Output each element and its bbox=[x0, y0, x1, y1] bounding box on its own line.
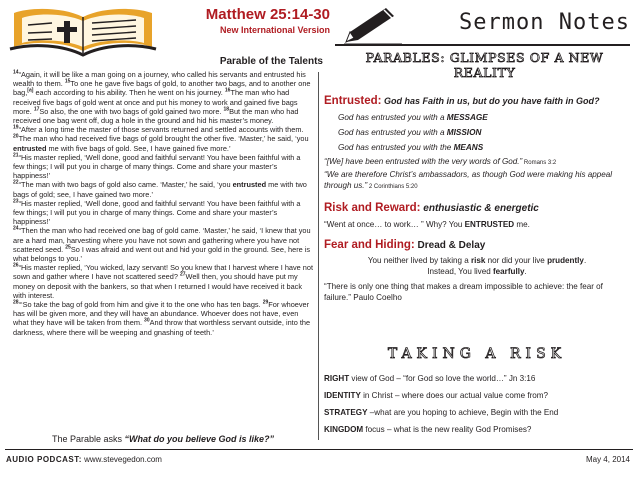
point-kingdom bbox=[324, 424, 630, 435]
fear-key: risk bbox=[471, 256, 486, 265]
quote-reference: 2 Corinthians 5:20 bbox=[367, 184, 418, 190]
quote-text: “[We] have been entrusted with the very words of God.” bbox=[324, 157, 523, 166]
corinthians-quote bbox=[324, 169, 630, 193]
verse-text: “The man with two bags of gold also came. ‘Master,’ he said, ‘you bbox=[18, 180, 233, 190]
open-bible-icon bbox=[8, 3, 158, 59]
footer-podcast bbox=[6, 455, 162, 464]
verse-text: Well then, you should have put my money on deposit with the bankers, so that when I returned I would have received it back with interest. bbox=[13, 272, 303, 300]
point-key: STRATEGY bbox=[324, 408, 368, 417]
verse-number: 23 bbox=[13, 198, 19, 205]
entrusted-heading bbox=[324, 94, 630, 108]
verse-number: 21 bbox=[13, 152, 19, 159]
verse-paragraph bbox=[13, 300, 313, 337]
point-identity bbox=[324, 390, 630, 401]
entrusted-line-text: God has entrusted you with a bbox=[338, 113, 447, 122]
question-quote: “What do you believe God is like?” bbox=[124, 434, 275, 444]
footer-divider bbox=[5, 449, 633, 450]
verse-number: 25 bbox=[65, 244, 71, 251]
series-title: PARABLES: GLIMPSES OF A NEW REALITY bbox=[365, 50, 604, 80]
point-text: view of God – “for God so love the world…” Jn 3:16 bbox=[349, 374, 536, 383]
verse-number: 29 bbox=[262, 299, 269, 306]
fear-key: fearfully bbox=[492, 267, 525, 276]
parable-question bbox=[13, 434, 313, 444]
verse-text: So also, the one with two bags of gold gained two more. bbox=[39, 106, 222, 116]
point-key: KINGDOM bbox=[324, 425, 364, 434]
fear-line-text: You neither lived by taking a bbox=[367, 256, 472, 265]
verse-text: But the man who had received one bag went off, dug a hole in the ground and hid his master’s money. bbox=[13, 106, 299, 126]
sermon-notes-title: Sermon Notes bbox=[459, 10, 630, 35]
verse-text: The man who had received five bags of gold went at once and put his money to work and gained five bags more. bbox=[13, 88, 298, 116]
fear-subtitle: Dread & Delay bbox=[414, 240, 486, 251]
entrusted-key: MISSION bbox=[446, 128, 482, 137]
verse-text: For whoever has will be given more, and they will have an abundance. Whoever does not have, even what they have will be taken from them. bbox=[13, 300, 310, 328]
verse-paragraph bbox=[13, 125, 313, 153]
risk-line-text: me. bbox=[514, 220, 530, 229]
scripture-text bbox=[13, 70, 313, 337]
bible-version: New International Version bbox=[219, 25, 330, 35]
verse-text: So I was afraid and went out and hid your gold in the ground. See, here is what belongs to you.’ bbox=[13, 244, 311, 264]
quote-reference: Romans 3:2 bbox=[522, 160, 557, 166]
verse-number: 14 bbox=[13, 69, 19, 76]
romans-quote bbox=[324, 156, 630, 169]
footnote-link[interactable]: [a] bbox=[27, 87, 34, 94]
fear-line bbox=[324, 255, 630, 266]
entrusted-line-text: God has entrusted you with a bbox=[338, 128, 447, 137]
verse-paragraph bbox=[13, 226, 313, 263]
verse-number: 20 bbox=[13, 133, 19, 140]
verse-text: “Then the man who had received one bag of gold came. ‘Master,’ he said, ‘I knew that you are a hard man, harvesting where you have not sown and gathering where you have not scattered seed. bbox=[13, 226, 311, 254]
verse-text: me with two bags of gold; see, I have gained two more.’ bbox=[13, 180, 307, 199]
verse-paragraph bbox=[13, 199, 313, 227]
quote-text: “We are therefore Christ’s ambassadors, as though God were making his appeal through us.” bbox=[324, 170, 613, 190]
fear-line-text: . bbox=[583, 256, 587, 265]
verse-paragraph bbox=[13, 180, 313, 198]
point-text: focus – what is the new reality God Promises? bbox=[363, 425, 532, 434]
entrusted-line bbox=[324, 112, 630, 123]
verse-text: And throw that worthless servant outside, into the darkness, where there will be weeping and gnashing of teeth.’ bbox=[13, 318, 311, 337]
verse-number: 22 bbox=[13, 180, 19, 186]
fear-line-text: nor did your live bbox=[485, 256, 548, 265]
footer-date: May 4, 2014 bbox=[585, 455, 630, 464]
podcast-label: AUDIO PODCAST: bbox=[6, 455, 82, 464]
taking-risk-points bbox=[324, 373, 630, 441]
risk-heading bbox=[324, 201, 630, 216]
highlighted-word: entrusted bbox=[232, 180, 267, 190]
verse-text: “His master replied, ‘Well done, good and faithful servant! You have been faithful with a few things; I will put you in charge of many things. Come and share your master’s happiness!’ bbox=[13, 152, 301, 181]
fear-line bbox=[324, 266, 630, 277]
verse-number: 17 bbox=[33, 106, 40, 113]
verse-number: 19 bbox=[13, 124, 19, 131]
verse-text: me with five bags of gold. See, I have gained five more.’ bbox=[46, 143, 231, 153]
verse-text: “His master replied, ‘You wicked, lazy servant! So you knew that I harvest where I have not sown and gather where I have not scattered seed? bbox=[13, 263, 313, 282]
scripture-reference: Matthew 25:14-30 bbox=[205, 6, 330, 23]
sermon-notes-body bbox=[324, 94, 630, 303]
verse-number: 16 bbox=[224, 87, 231, 94]
scripture-reference-block bbox=[160, 6, 330, 35]
passage-title: Parable of the Talents bbox=[219, 56, 323, 67]
question-lead: The Parable asks bbox=[51, 434, 125, 444]
point-text: –what are you hoping to achieve, Begin with the End bbox=[367, 408, 559, 417]
risk-line-text: “Went at once… to work… ” Why? You bbox=[324, 220, 465, 229]
verse-number: 28 bbox=[13, 299, 19, 306]
verse-text: “Again, it will be like a man going on a journey, who called his servants and entrusted his wealth to them. bbox=[13, 70, 306, 89]
verse-number: 24 bbox=[13, 226, 19, 233]
verse-paragraph bbox=[13, 70, 313, 125]
risk-subtitle: enthusiastic & energetic bbox=[420, 203, 539, 214]
entrusted-key: MEANS bbox=[453, 143, 484, 152]
entrusted-key: MESSAGE bbox=[446, 113, 488, 122]
fear-key: prudently bbox=[547, 256, 584, 265]
point-key: IDENTITY bbox=[324, 391, 361, 400]
verse-number: 27 bbox=[179, 272, 186, 279]
verse-text: “After a long time the master of those servants returned and settled accounts with them. bbox=[18, 125, 304, 135]
entrusted-line-text: God has entrusted you with the bbox=[338, 143, 454, 152]
column-divider bbox=[318, 72, 319, 440]
verse-number: 30 bbox=[144, 318, 150, 325]
header-divider bbox=[335, 44, 630, 46]
verse-number: 26 bbox=[13, 262, 19, 269]
taking-risk-title: TAKING A RISK bbox=[387, 346, 567, 362]
verse-text: “‘So take the bag of gold from him and give it to the one who has ten bags. bbox=[18, 300, 261, 310]
verse-paragraph bbox=[13, 263, 313, 300]
verse-text: The man who had received five bags of gold brought the other five. ‘Master,’ he said, ‘you bbox=[18, 134, 309, 144]
coelho-quote: “There is only one thing that makes a dream impossible to achieve: the fear of failure.” Paulo Coelho bbox=[324, 282, 603, 302]
risk-key: ENTRUSTED bbox=[464, 220, 515, 229]
verse-number: 18 bbox=[223, 106, 230, 113]
verse-paragraph bbox=[13, 153, 313, 181]
fear-line-text: Instead, You lived bbox=[427, 267, 493, 276]
verse-text: each according to his ability. Then he went on his journey. bbox=[33, 88, 223, 98]
entrusted-subtitle: God has Faith in us, but do you have faith in God? bbox=[381, 96, 600, 106]
highlighted-word: entrusted bbox=[13, 143, 47, 153]
entrusted-line bbox=[324, 127, 630, 138]
fear-heading bbox=[324, 238, 630, 253]
entrusted-title: Entrusted: bbox=[324, 95, 382, 107]
risk-title: Risk and Reward: bbox=[324, 202, 421, 214]
podcast-url[interactable]: www.stevegedon.com bbox=[81, 455, 162, 464]
verse-number: 15 bbox=[64, 78, 71, 85]
risk-line bbox=[324, 219, 630, 230]
fear-title: Fear and Hiding: bbox=[324, 239, 415, 251]
point-right bbox=[324, 373, 630, 384]
verse-text: “His master replied, ‘Well done, good and faithful servant! You have been faithful with a few things; I will put you in charge of many things. Come and share your master’s happiness!’ bbox=[13, 198, 301, 227]
entrusted-line bbox=[324, 142, 630, 153]
verse-text: To one he gave five bags of gold, to another two bags, and to another one bag, bbox=[13, 79, 311, 98]
fear-line-text: . bbox=[524, 267, 527, 276]
point-key: RIGHT bbox=[324, 374, 350, 383]
point-strategy bbox=[324, 407, 630, 418]
point-text: in Christ – where does our actual value come from? bbox=[360, 391, 549, 400]
